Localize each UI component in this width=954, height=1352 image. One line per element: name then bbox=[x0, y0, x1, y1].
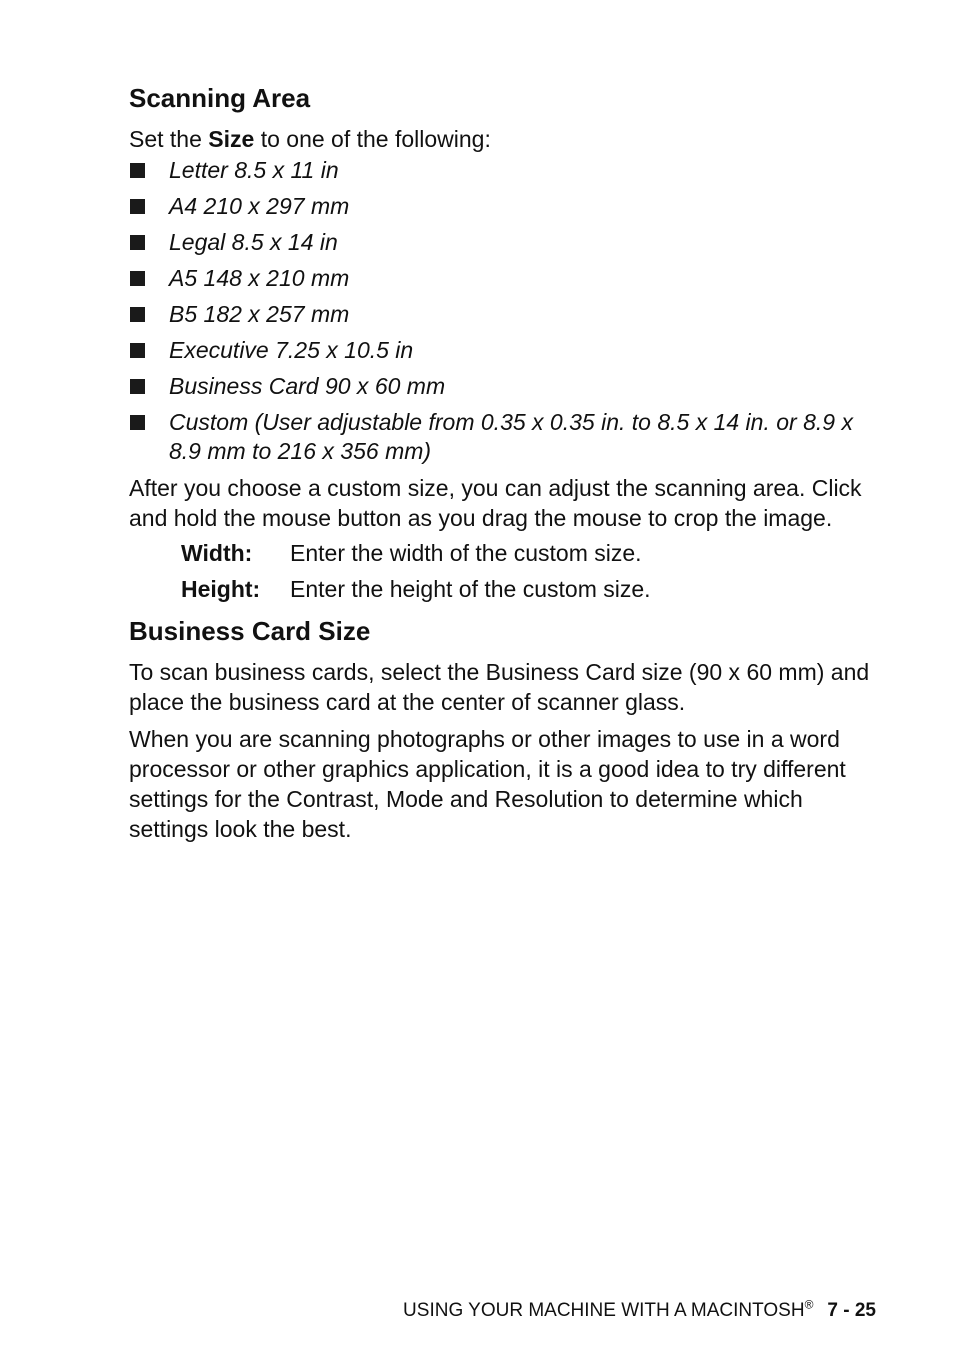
list-item: Executive 7.25 x 10.5 in bbox=[129, 336, 874, 365]
list-item: Letter 8.5 x 11 in bbox=[129, 156, 874, 185]
definition-row-width bbox=[181, 535, 874, 571]
square-bullet-icon bbox=[130, 163, 145, 178]
page-footer bbox=[403, 1299, 876, 1323]
size-intro: Set the Size to one of the following: bbox=[129, 126, 491, 152]
registered-mark: ® bbox=[804, 1297, 814, 1312]
square-bullet-icon bbox=[130, 307, 145, 322]
footer-section-title: USING YOUR MACHINE WITH A MACINTOSH bbox=[403, 1300, 805, 1321]
custom-size-definitions bbox=[181, 535, 874, 607]
definition-row-height bbox=[181, 571, 874, 607]
list-item: B5 182 x 257 mm bbox=[129, 300, 874, 329]
square-bullet-icon bbox=[130, 379, 145, 394]
size-keyword: Size bbox=[208, 126, 255, 152]
definition-term: Height: bbox=[181, 576, 261, 602]
photo-settings-paragraph: When you are scanning photographs or other images to use in a word processor or other graphics application, it is a good idea to try different settings for the Contrast, Mode and Resolution to determine which settings look the best. bbox=[129, 726, 846, 842]
list-item: A5 148 x 210 mm bbox=[129, 264, 874, 293]
business-card-heading: Business Card Size bbox=[129, 616, 371, 646]
definition-term: Width: bbox=[181, 540, 253, 566]
custom-size-description: After you choose a custom size, you can adjust the scanning area. Click and hold the mouse button as you drag the mouse to crop the image. bbox=[129, 475, 862, 531]
scanning-area-heading: Scanning Area bbox=[129, 83, 311, 113]
page-number: 7 - 25 bbox=[827, 1300, 876, 1321]
business-card-paragraph: To scan business cards, select the Business Card size (90 x 60 mm) and place the business card at the center of scanner glass. bbox=[129, 659, 870, 715]
square-bullet-icon bbox=[130, 271, 145, 286]
list-item: Legal 8.5 x 14 in bbox=[129, 228, 874, 257]
definition-description: Enter the width of the custom size. bbox=[290, 540, 642, 566]
square-bullet-icon bbox=[130, 415, 145, 430]
list-item: Business Card 90 x 60 mm bbox=[129, 372, 874, 401]
size-options-list bbox=[129, 156, 874, 466]
page-content bbox=[129, 80, 874, 844]
list-item: A4 210 x 297 mm bbox=[129, 192, 874, 221]
square-bullet-icon bbox=[130, 235, 145, 250]
square-bullet-icon bbox=[130, 343, 145, 358]
square-bullet-icon bbox=[130, 199, 145, 214]
definition-description: Enter the height of the custom size. bbox=[290, 576, 651, 602]
list-item: Custom (User adjustable from 0.35 x 0.35 in. to 8.5 x 14 in. or 8.9 x 8.9 mm to 216 x 356 mm) bbox=[129, 408, 874, 466]
